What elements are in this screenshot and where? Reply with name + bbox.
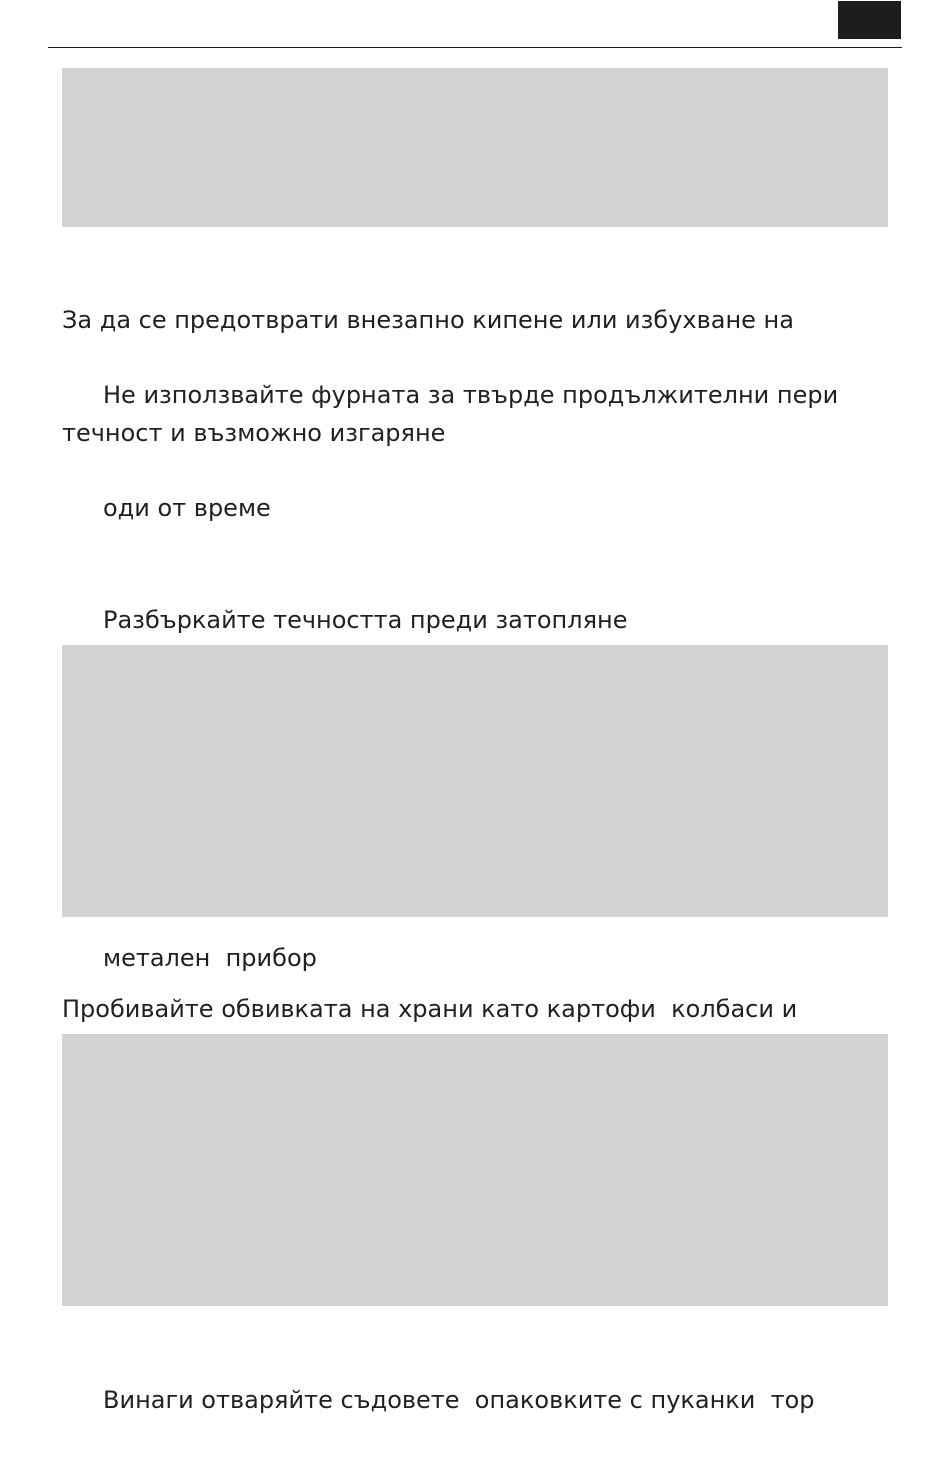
list-item-line: Разбъркайте течността преди затопляне: [103, 606, 628, 634]
list-item-line: метален прибор: [103, 943, 317, 972]
text-line: течност и възможно изгаряне: [62, 418, 446, 447]
figure-placeholder-1: [62, 68, 888, 227]
header-rule: [48, 47, 902, 48]
list-item-line: оди от време: [103, 493, 271, 522]
figure-placeholder-2: [62, 645, 888, 917]
text-line: Пробивайте обвивката на храни като картофи колбаси и: [62, 995, 798, 1023]
paragraph-open-containers: [103, 1307, 815, 1457]
text-line: Винаги отваряйте съдовете опаковките с пуканки тор: [103, 1386, 815, 1414]
text-line: За да се предотврати внезапно кипене или избухване на: [62, 306, 794, 334]
figure-placeholder-3: [62, 1034, 888, 1306]
list-item-line: Не използвайте фурната за твърде продължителни пери: [103, 381, 839, 409]
language-tab: [838, 1, 901, 39]
